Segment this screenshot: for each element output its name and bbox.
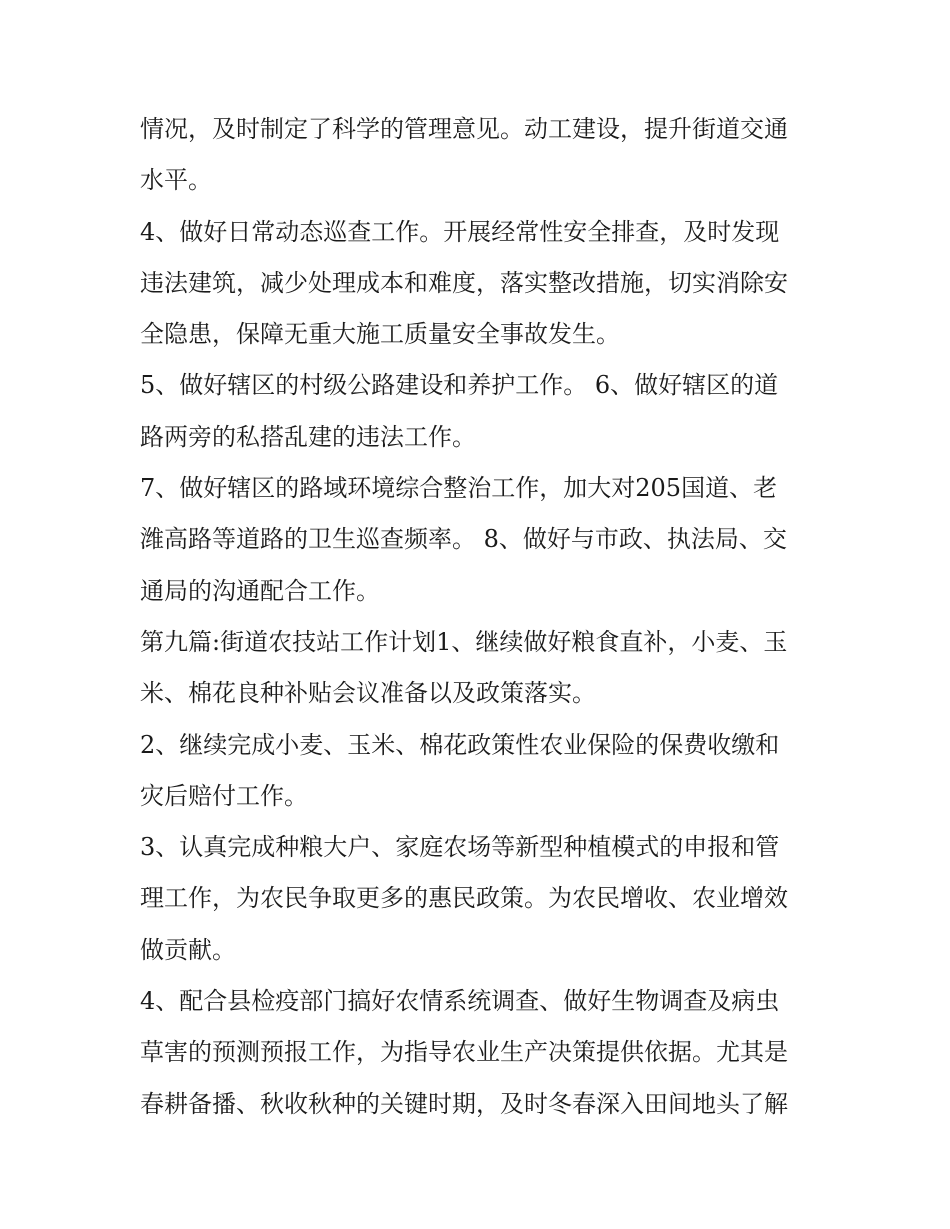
text-line: 4、做好日常动态巡查工作。开展经常性安全排查，及时发现 (140, 217, 780, 246)
text-line: 米、棉花良种补贴会议准备以及政策落实。 (140, 679, 596, 708)
text-line: 草害的预测预报工作，为指导农业生产决策提供依据。尤其是 (140, 1038, 788, 1067)
text-line: 全隐患，保障无重大施工质量安全事故发生。 (140, 320, 620, 349)
text-line: 3、认真完成种粮大户、家庭农场等新型种植模式的申报和管 (140, 833, 780, 862)
text-line: 潍高路等道路的卫生巡查频率。 8、做好与市政、执法局、交 (140, 525, 787, 554)
text-line: 违法建筑，减少处理成本和难度，落实整改措施，切实消除安 (140, 268, 788, 297)
text-line: 做贡献。 (140, 935, 236, 964)
text-line: 7、做好辖区的路域环境综合整治工作，加大对205国道、老 (140, 474, 778, 503)
text-line: 理工作，为农民争取更多的惠民政策。为农民增收、农业增效 (140, 884, 788, 913)
document-body (140, 104, 820, 1130)
text-line: 4、配合县检疫部门搞好农情系统调查、做好生物调查及病虫 (140, 987, 780, 1016)
text-line: 通局的沟通配合工作。 (140, 576, 380, 605)
text-line: 情况，及时制定了科学的管理意见。动工建设，提升街道交通 (140, 115, 788, 143)
text-line: 2、继续完成小麦、玉米、棉花政策性农业保险的保费收缴和 (140, 730, 780, 759)
text-line: 春耕备播、秋收秋种的关键时期，及时冬春深入田间地头了解 (140, 1089, 788, 1118)
text-line: 水平。 (140, 166, 212, 195)
text-line: 路两旁的私搭乱建的违法工作。 (140, 422, 476, 451)
text-line: 第九篇:街道农技站工作计划1、继续做好粮食直补，小麦、玉 (140, 627, 788, 656)
text-line: 灾后赔付工作。 (140, 781, 308, 810)
text-line: 5、做好辖区的村级公路建设和养护工作。 6、做好辖区的道 (140, 371, 779, 400)
